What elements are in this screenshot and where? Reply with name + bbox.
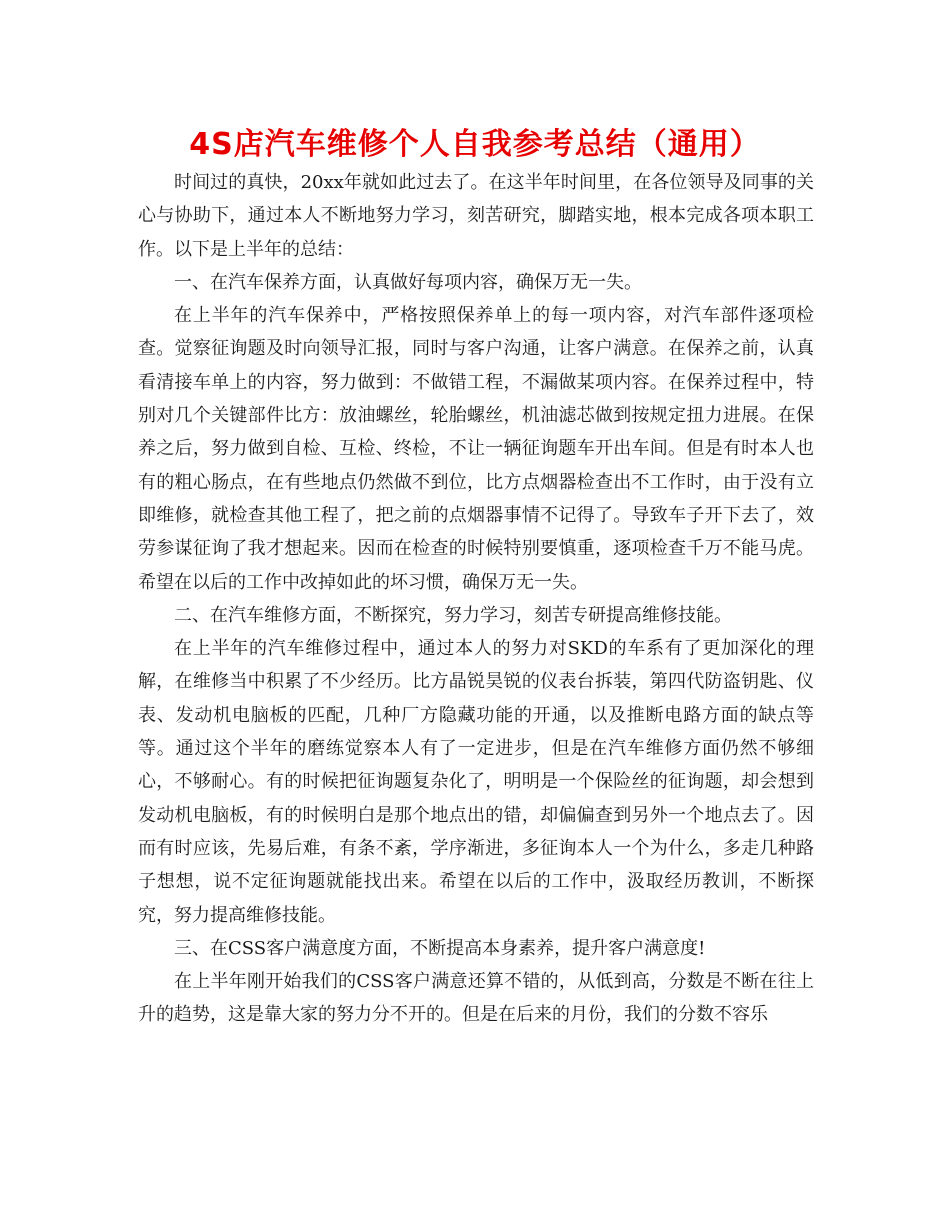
- heading-css: 三、在CSS客户满意度方面，不断提高本身素养，提升客户满意度!: [174, 937, 706, 959]
- paragraph-repair: 在上半年的汽车维修过程中，通过本人的努力对SKD的车系有了更加深化的理解，在维修当中积累了不少经历。比方晶锐昊锐的仪表台拆装，第四代防盗钥匙、仪表、发动机电脑板的匹配，几种厂方隐藏功能的开通，以及推断电路方面的缺点等等。通过这个半年的磨练觉察本人有了一定进步，但是在汽车维修方面仍然不够细心，不够耐心。有的时候把征询题复杂化了，明明是一个保险丝的征询题，却会想到发动机电脑板，有的时候明白是那个地点出的错，却偏偏查到另外一个地点去了。因而有时应该，先易后难，有条不紊，学序渐进，多征询本人一个为什么，多走几种路子想想，说不定征询题就能找出来。希望在以后的工作中，汲取经历教训，不断探究，努力提高维修技能。: [138, 638, 814, 926]
- paragraph-intro: 时间过的真快，20xx年就如此过去了。在这半年时间里，在各位领导及同事的关心与协助下，通过本人不断地努力学习，刻苦研究，脚踏实地，根本完成各项本职工作。以下是上半年的总结：: [138, 172, 814, 260]
- document-body: [138, 166, 814, 1032]
- heading-repair: 二、在汽车维修方面，不断探究，努力学习，刻苦专研提高维修技能。: [174, 604, 732, 626]
- paragraph-css: 在上半年刚开始我们的CSS客户满意还算不错的，从低到高，分数是不断在往上升的趋势，这是靠大家的努力分不开的。但是在后来的月份，我们的分数不容乐: [138, 971, 814, 1026]
- paragraph-maintenance: 在上半年的汽车保养中，严格按照保养单上的每一项内容，对汽车部件逐项检查。觉察征询题及时向领导汇报，同时与客户沟通，让客户满意。在保养之前，认真看清接车单上的内容，努力做到：不做错工程，不漏做某项内容。在保养过程中，特别对几个关键部件比方：放油螺丝，轮胎螺丝，机油滤芯做到按规定扭力进展。在保养之后，努力做到自检、互检、终检，不让一辆征询题车开出车间。但是有时本人也有的粗心肠点，在有些地点仍然做不到位，比方点烟器检查出不工作时，由于没有立即维修，就检查其他工程了，把之前的点烟器事情不记得了。导致车子开下去了，效劳参谋征询了我才想起来。因而在检查的时候特别要慎重，逐项检查千万不能马虎。希望在以后的工作中改掉如此的坏习惯，确保万无一失。: [138, 305, 814, 593]
- document-title: 4S店汽车维修个人自我参考总结（通用）: [189, 127, 761, 162]
- heading-maintenance: 一、在汽车保养方面，认真做好每项内容，确保万无一失。: [174, 271, 642, 293]
